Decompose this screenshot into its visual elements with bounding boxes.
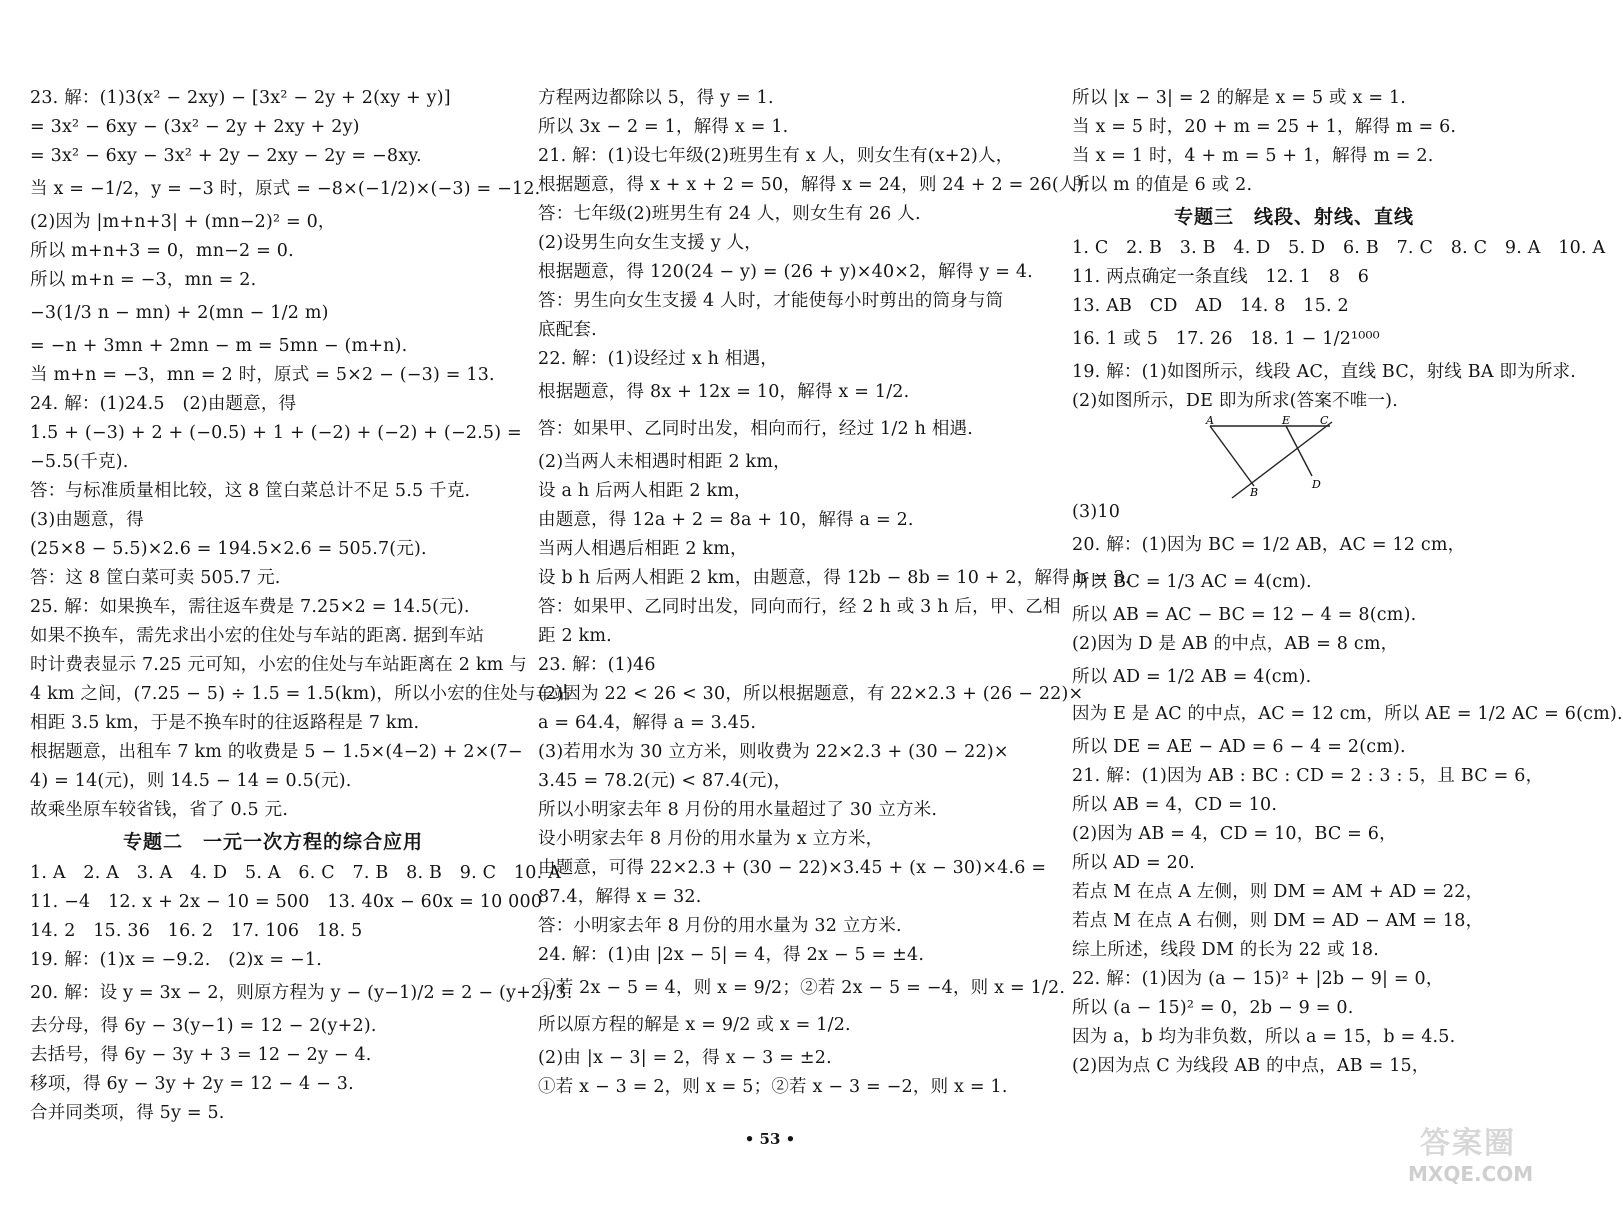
text-line: 4 km 之间，(7.25 − 5) ÷ 1.5 = 1.5(km)，所以小宏的住处与车站 [30,684,572,704]
section-heading: 专题二 一元一次方程的综合应用 [122,831,423,853]
text-line: 23. 解：(1)3(x² − 2xy) − [3x² − 2y + 2(xy + y)] [30,88,451,108]
text-line: 14. 2 15. 36 16. 2 17. 106 18. 5 [30,921,363,941]
text-line: 答：如果甲、乙同时出发，同向而行，经 2 h 或 3 h 后，甲、乙相 [538,597,1061,617]
text-line: −5.5(千克). [30,452,129,472]
geometry-figure [1072,416,1516,498]
text-line: 1. A 2. A 3. A 4. D 5. A 6. C 7. B 8. B 9. C 10. A [30,863,561,883]
text-line: 时计费表显示 7.25 元可知，小宏的住处与车站距离在 2 km 与 [30,655,527,675]
text-line: 根据题意，得 120(24 − y) = (26 + y)×40×2，解得 y = 4. [538,262,1033,282]
text-line: 由题意，可得 22×2.3 + (30 − 22)×3.45 + (x − 30)×4.6 = [538,858,1047,878]
ray-ba [1210,426,1254,486]
segment-de [1286,426,1312,476]
text-line: 所以原方程的解是 x = 9/2 或 x = 1/2. [538,1015,851,1035]
text-line: 13. AB CD AD 14. 8 15. 2 [1072,296,1349,316]
text-line: (2)因为 AB = 4，CD = 10，BC = 6， [1072,824,1397,844]
text-line: 24. 解：(1)24.5 (2)由题意，得 [30,394,297,414]
text-line: (2)当两人未相遇时相距 2 km， [538,452,791,472]
text-line: 所以 m 的值是 6 或 2. [1072,175,1253,195]
text-line: 所以 |x − 3| = 2 的解是 x = 5 或 x = 1. [1072,88,1407,108]
text-line: (2)因为 22 < 26 < 30，所以根据题意，有 22×2.3 + (26 − 22)× [538,684,1084,704]
line-segment-diagram [1202,416,1342,498]
text-line: 22. 解：(1)因为 (a − 15)² + |2b − 9| = 0， [1072,969,1444,989]
text-line: 21. 解：(1)因为 AB : BC : CD = 2 : 3 : 5，且 BC = 6， [1072,766,1544,786]
text-line: 22. 解：(1)设经过 x h 相遇， [538,349,779,369]
text-line: 故乘坐原车较省钱，省了 0.5 元. [30,800,289,820]
watermark-text: 答案圈 [1420,1126,1516,1161]
text-line: 合并同类项，得 5y = 5. [30,1103,225,1123]
text-line: 当 x = 1 时，4 + m = 5 + 1，解得 m = 2. [1072,146,1434,166]
text-line: 答：七年级(2)班男生有 24 人，则女生有 26 人. [538,204,921,224]
text-line: = 3x² − 6xy − (3x² − 2y + 2xy + 2y) [30,117,360,137]
text-line: 移项，得 6y − 3y + 2y = 12 − 4 − 3. [30,1074,354,1094]
text-line: 11. −4 12. x + 2x − 10 = 500 13. 40x − 60x = 10 000 [30,892,543,912]
watermark-logo [1408,1118,1534,1198]
text-line: 当两人相遇后相距 2 km， [538,539,748,559]
text-line: (3)由题意，得 [30,510,144,530]
label-c: C [1320,414,1329,427]
text-line: 根据题意，得 8x + 12x = 10，解得 x = 1/2. [538,382,910,402]
text-line: 因为 a，b 均为非负数，所以 a = 15，b = 4.5. [1072,1027,1456,1047]
text-line: 根据题意，出租车 7 km 的收费是 5 − 1.5×(4−2) + 2×(7− [30,742,523,762]
text-line: 所以 (a − 15)² = 0，2b − 9 = 0. [1072,998,1354,1018]
text-line: 19. 解：(1)如图所示，线段 AC，直线 BC，射线 BA 即为所求. [1072,362,1576,382]
text-line: 所以 3x − 2 = 1，解得 x = 1. [538,117,789,137]
text-line: 若点 M 在点 A 右侧，则 DM = AD − AM = 18， [1072,911,1484,931]
text-line: 如果不换车，需先求出小宏的住处与车站的距离. 据到车站 [30,626,485,646]
label-a: A [1206,414,1214,427]
text-line: (2)设男生向女生支援 y 人， [538,233,762,253]
text-line: 23. 解：(1)46 [538,655,656,675]
text-line: (3)10 [1072,502,1121,522]
text-line: (2)因为 D 是 AB 的中点，AB = 8 cm， [1072,634,1399,654]
text-line: 16. 1 或 5 17. 26 18. 1 − 1/2¹⁰⁰⁰ [1072,329,1380,349]
right-column [1072,84,1623,1081]
text-line: 19. 解：(1)x = −9.2. (2)x = −1. [30,950,323,970]
text-line: 24. 解：(1)由 |2x − 5| = 4，得 2x − 5 = ±4. [538,945,925,965]
text-line: ①若 x − 3 = 2，则 x = 5；②若 x − 3 = −2，则 x = 1. [538,1077,1008,1097]
text-line: 相距 3.5 km，于是不换车时的往返路程是 7 km. [30,713,420,733]
text-line: 21. 解：(1)设七年级(2)班男生有 x 人，则女生有(x+2)人， [538,146,1014,166]
text-line: 所以 AB = 4，CD = 10. [1072,795,1278,815]
text-line: 87.4，解得 x = 32. [538,887,702,907]
label-e: E [1282,414,1291,427]
text-line: (2)如图所示，DE 即为所求(答案不唯一). [1072,391,1398,411]
text-line: 方程两边都除以 5，得 y = 1. [538,88,774,108]
text-line: 底配套. [538,320,597,340]
text-line: 当 x = −1/2，y = −3 时，原式 = −8×(−1/2)×(−3) = −12. [30,179,541,199]
text-line: 因为 E 是 AC 的中点，AC = 12 cm，所以 AE = 1/2 AC = 6(cm). [1072,704,1623,724]
text-line: 4) = 14(元)，则 14.5 − 14 = 0.5(元). [30,771,352,791]
text-line: 20. 解：设 y = 3x − 2，则原方程为 y − (y−1)/2 = 2 − (y+2)/3. [30,983,573,1003]
text-line: 11. 两点确定一条直线 12. 1 8 6 [1072,267,1370,287]
text-line: 设 b h 后两人相距 2 km，由题意，得 12b − 8b = 10 + 2，解得 b = 3. [538,568,1131,588]
label-d: D [1312,478,1321,491]
text-line: 根据题意，得 x + x + 2 = 50，解得 x = 24，则 24 + 2 = 26(人). [538,175,1090,195]
text-line: 20. 解：(1)因为 BC = 1/2 AB，AC = 12 cm， [1072,535,1466,555]
text-line: 距 2 km. [538,626,612,646]
text-line: a = 64.4，解得 a = 3.45. [538,713,757,733]
text-line: 3.45 = 78.2(元) < 87.4(元)， [538,771,792,791]
text-line: (2)由 |x − 3| = 2，得 x − 3 = ±2. [538,1048,832,1068]
text-line: −3(1/3 n − mn) + 2(mn − 1/2 m) [30,303,329,323]
text-line: 1. C 2. B 3. B 4. D 5. D 6. B 7. C 8. C 9. A 10. A [1072,238,1606,258]
text-line: 若点 M 在点 A 左侧，则 DM = AM + AD = 22， [1072,882,1484,902]
text-line: 所以 AB = AC − BC = 12 − 4 = 8(cm). [1072,605,1417,625]
text-line: = 3x² − 6xy − 3x² + 2y − 2xy − 2y = −8xy. [30,146,422,166]
text-line: 当 m+n = −3，mn = 2 时，原式 = 5×2 − (−3) = 13. [30,365,495,385]
text-line: 答：与标准质量相比较，这 8 筐白菜总计不足 5.5 千克. [30,481,471,501]
text-line: 综上所述，线段 DM 的长为 22 或 18. [1072,940,1379,960]
text-line: 所以 BC = 1/3 AC = 4(cm). [1072,572,1312,592]
text-line: 所以 m+n = −3，mn = 2. [30,270,257,290]
text-line: 设 a h 后两人相距 2 km， [538,481,752,501]
watermark-domain: MXQE.COM [1408,1162,1534,1186]
text-line: (2)因为点 C 为线段 AB 的中点，AB = 15， [1072,1056,1430,1076]
text-line: = −n + 3mn + 2mn − m = 5mn − (m+n). [30,336,408,356]
text-line: 答：如果甲、乙同时出发，相向而行，经过 1/2 h 相遇. [538,419,973,439]
text-line: 答：这 8 筐白菜可卖 505.7 元. [30,568,281,588]
text-line: 所以 AD = 20. [1072,853,1196,873]
text-line: (25×8 − 5.5)×2.6 = 194.5×2.6 = 505.7(元). [30,539,427,559]
text-line: 所以 m+n+3 = 0，mn−2 = 0. [30,241,294,261]
text-line: 25. 解：如果换车，需往返车费是 7.25×2 = 14.5(元). [30,597,470,617]
text-line: ①若 2x − 5 = 4，则 x = 9/2；②若 2x − 5 = −4，则 x = 1/2. [538,978,1066,998]
text-line: 去分母，得 6y − 3(y−1) = 12 − 2(y+2). [30,1016,377,1036]
text-line: (3)若用水为 30 立方米，则收费为 22×2.3 + (30 − 22)× [538,742,1009,762]
text-line: (2)因为 |m+n+3| + (mn−2)² = 0， [30,212,336,232]
text-line: 所以 AD = 1/2 AB = 4(cm). [1072,667,1312,687]
section-heading: 专题三 线段、射线、直线 [1173,206,1414,228]
text-line: 去括号，得 6y − 3y + 3 = 12 − 2y − 4. [30,1045,372,1065]
text-line: 所以小明家去年 8 月份的用水量超过了 30 立方米. [538,800,938,820]
text-line: 所以 DE = AE − AD = 6 − 4 = 2(cm). [1072,737,1406,757]
page-number: • 53 • [744,1130,796,1148]
text-line: 答：男生向女生支援 4 人时，才能使每小时剪出的筒身与筒 [538,291,1004,311]
text-line: 1.5 + (−3) + 2 + (−0.5) + 1 + (−2) + (−2) + (−2.5) = [30,423,522,443]
text-line: 当 x = 5 时，20 + m = 25 + 1，解得 m = 6. [1072,117,1457,137]
text-line: 由题意，得 12a + 2 = 8a + 10，解得 a = 2. [538,510,914,530]
label-b: B [1250,486,1259,499]
text-line: 设小明家去年 8 月份的用水量为 x 立方米， [538,829,884,849]
text-line: 答：小明家去年 8 月份的用水量为 32 立方米. [538,916,902,936]
